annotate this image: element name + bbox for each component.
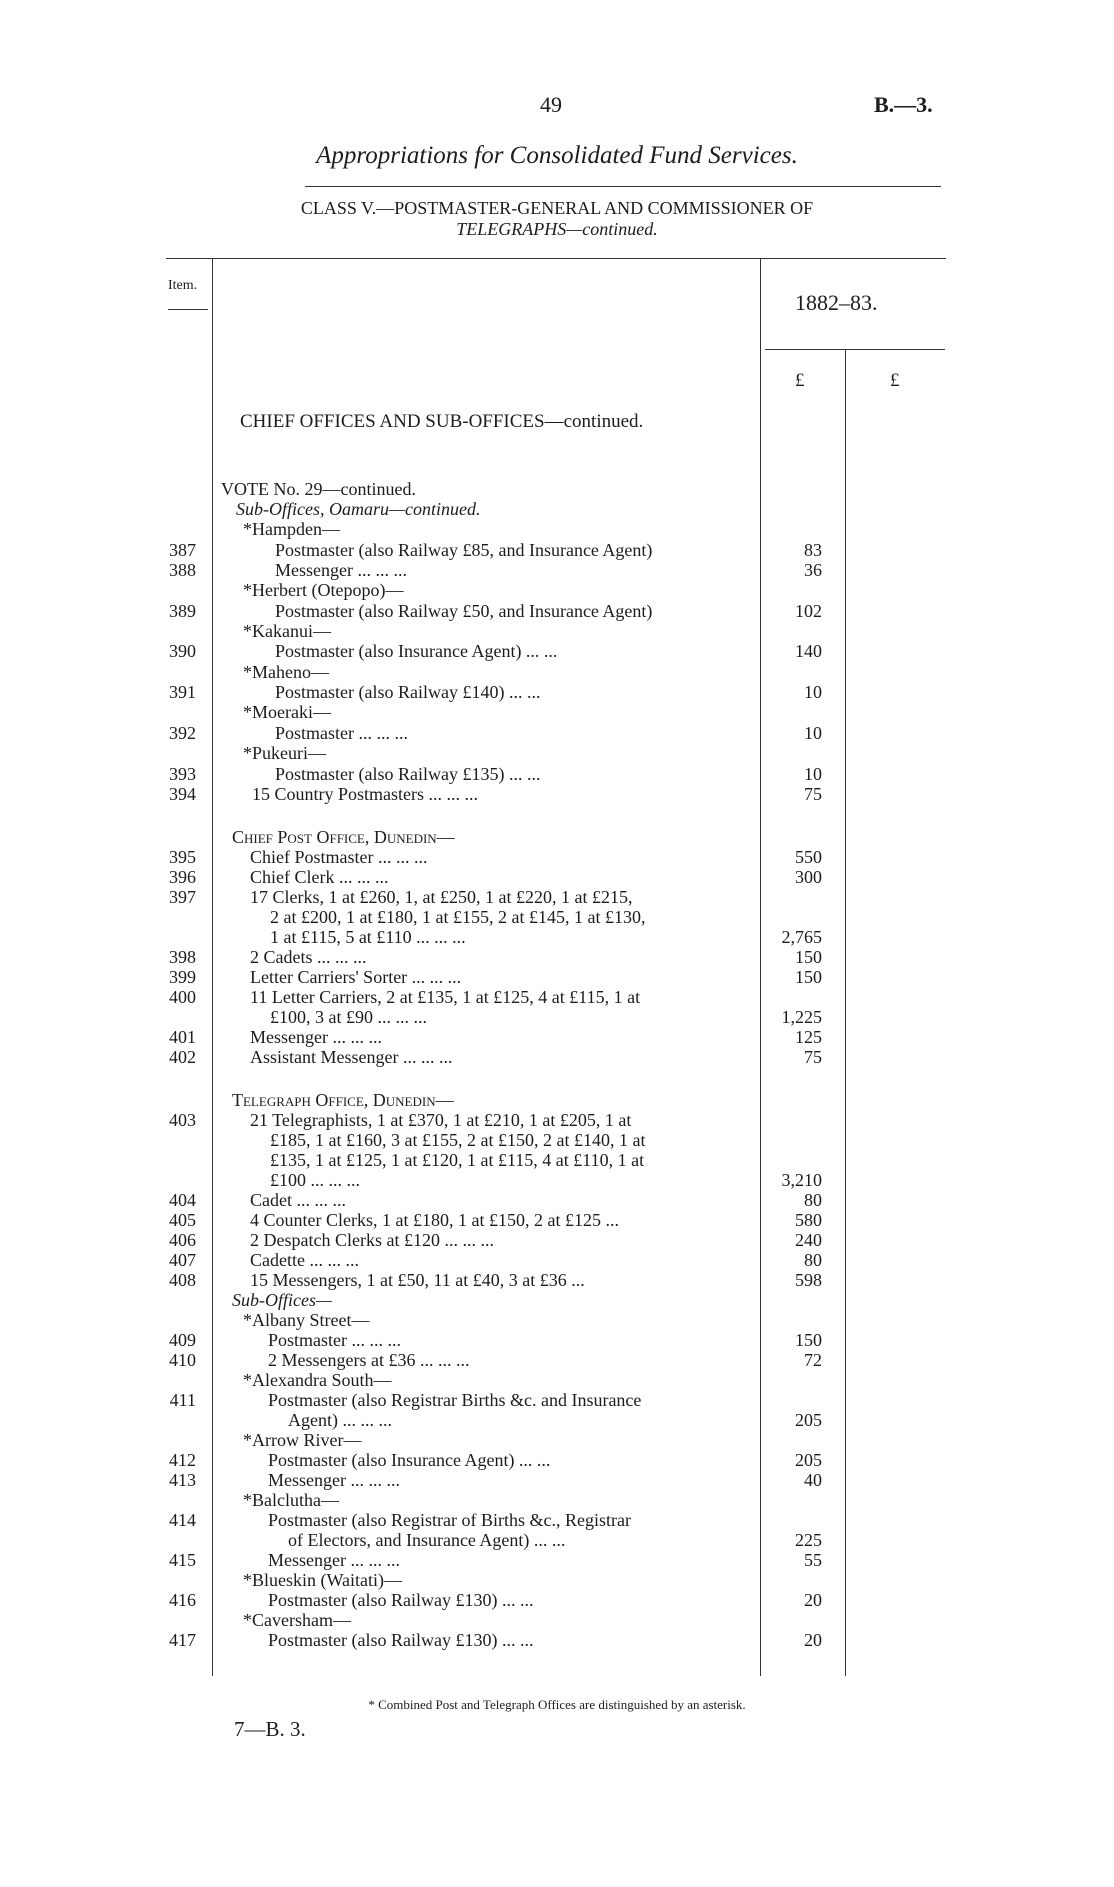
- table-row: [0, 702, 1114, 722]
- table-row: [0, 560, 1114, 580]
- item-description: *Kakanui—: [243, 621, 331, 641]
- item-number: 390: [169, 641, 196, 661]
- item-amount: 550: [795, 847, 822, 867]
- item-number: 388: [169, 560, 196, 580]
- item-description: Postmaster (also Railway £130) ... ...: [268, 1590, 534, 1610]
- item-amount: 55: [804, 1550, 822, 1570]
- table-row: [0, 1490, 1114, 1510]
- item-description: Postmaster (also Registrar of Births &c., Registrar: [268, 1510, 631, 1530]
- item-description: Messenger ... ... ...: [250, 1027, 382, 1047]
- title-rule: [305, 186, 941, 187]
- item-amount: 102: [795, 601, 822, 621]
- item-description: 1 at £115, 5 at £110 ... ... ...: [270, 927, 466, 947]
- table-row: [0, 580, 1114, 600]
- item-description: Postmaster (also Insurance Agent) ... ...: [275, 641, 558, 661]
- item-description: £135, 1 at £125, 1 at £120, 1 at £115, 4 at £110, 1 at: [270, 1150, 645, 1170]
- item-description: Cadette ... ... ...: [250, 1250, 359, 1270]
- item-description: Letter Carriers' Sorter ... ... ...: [250, 967, 462, 987]
- item-number: 408: [169, 1270, 196, 1290]
- item-amount: 75: [804, 1047, 822, 1067]
- table-row: [0, 1230, 1114, 1250]
- item-description: Postmaster (also Railway £85, and Insurance Agent): [275, 540, 653, 560]
- item-description: Postmaster (also Insurance Agent) ... ...: [268, 1450, 551, 1470]
- table-row: [0, 1170, 1114, 1190]
- item-number: 414: [169, 1510, 196, 1530]
- item-amount: 2,765: [781, 927, 822, 947]
- item-amount: 140: [795, 641, 822, 661]
- item-column-header: Item.: [168, 278, 198, 293]
- item-number: 396: [169, 867, 196, 887]
- item-description: Messenger ... ... ...: [268, 1550, 400, 1570]
- item-amount: 150: [795, 967, 822, 987]
- item-description: Chief Post Office, Dunedin—: [232, 827, 455, 847]
- table-row: [0, 641, 1114, 661]
- table-row: [0, 1047, 1114, 1067]
- item-amount: 10: [804, 723, 822, 743]
- item-description: *Caversham—: [243, 1610, 351, 1630]
- item-amount: 20: [804, 1590, 822, 1610]
- item-number: 404: [169, 1190, 196, 1210]
- item-amount: 3,210: [781, 1170, 822, 1190]
- table-row: [0, 784, 1114, 804]
- table-row: [0, 601, 1114, 621]
- item-description: Agent) ... ... ...: [288, 1410, 392, 1430]
- item-amount: 598: [795, 1270, 822, 1290]
- item-description: 2 Despatch Clerks at £120 ... ... ...: [250, 1230, 494, 1250]
- item-description: *Moeraki—: [243, 702, 331, 722]
- table-row: [0, 1190, 1114, 1210]
- item-amount: 10: [804, 764, 822, 784]
- item-amount: 75: [804, 784, 822, 804]
- item-number: 402: [169, 1047, 196, 1067]
- table-row: [0, 887, 1114, 907]
- item-number: 409: [169, 1330, 196, 1350]
- item-description: *Hampden—: [243, 519, 340, 539]
- table-row: [0, 1470, 1114, 1490]
- table-row: [0, 907, 1114, 927]
- table-row: [0, 1570, 1114, 1590]
- item-description: Chief Postmaster ... ... ...: [250, 847, 428, 867]
- class-heading-line-2: TELEGRAPHS—continued.: [456, 219, 658, 239]
- item-number: 410: [169, 1350, 196, 1370]
- item-description: of Electors, and Insurance Agent) ... ...: [288, 1530, 566, 1550]
- item-description: *Arrow River—: [243, 1430, 362, 1450]
- item-amount: 300: [795, 867, 822, 887]
- item-number: 406: [169, 1230, 196, 1250]
- class-heading-line-1: CLASS V.—POSTMASTER-GENERAL AND COMMISSIONER OF: [300, 198, 814, 218]
- table-row: [0, 1550, 1114, 1570]
- item-description: 11 Letter Carriers, 2 at £135, 1 at £125, 4 at £115, 1 at: [250, 987, 641, 1007]
- item-description: Sub-Offices—: [232, 1290, 332, 1310]
- item-description: Assistant Messenger ... ... ...: [250, 1047, 453, 1067]
- item-description: 15 Messengers, 1 at £50, 11 at £40, 3 at £36 ...: [250, 1270, 585, 1290]
- pound-symbol-col2: £: [890, 370, 900, 391]
- item-amount: 150: [795, 1330, 822, 1350]
- item-description: 4 Counter Clerks, 1 at £180, 1 at £150, 2 at £125 ...: [250, 1210, 619, 1230]
- table-row: [0, 1410, 1114, 1430]
- item-amount: 125: [795, 1027, 822, 1047]
- table-row: [0, 1150, 1114, 1170]
- pound-symbol-col1: £: [795, 370, 805, 391]
- table-row: [0, 1350, 1114, 1370]
- item-number: 399: [169, 967, 196, 987]
- item-description: £185, 1 at £160, 3 at £155, 2 at £150, 2 at £140, 1 at: [270, 1130, 646, 1150]
- table-row: [0, 1530, 1114, 1550]
- item-amount: 240: [795, 1230, 822, 1250]
- table-row: [0, 1090, 1114, 1110]
- item-amount: 1,225: [781, 1007, 822, 1027]
- item-amount: 225: [795, 1530, 822, 1550]
- table-row: [0, 1310, 1114, 1330]
- document-reference: B.—3.: [874, 92, 933, 117]
- item-description: Postmaster (also Registrar Births &c. and Insurance: [268, 1390, 642, 1410]
- item-number: 411: [169, 1390, 196, 1410]
- item-amount: 72: [804, 1350, 822, 1370]
- item-description: Chief Clerk ... ... ...: [250, 867, 389, 887]
- item-description: *Herbert (Otepopo)—: [243, 580, 404, 600]
- item-description: Telegraph Office, Dunedin—: [232, 1090, 454, 1110]
- item-number: 415: [169, 1550, 196, 1570]
- item-number: 403: [169, 1110, 196, 1130]
- item-number: 387: [169, 540, 196, 560]
- item-number: 391: [169, 682, 196, 702]
- table-row: [0, 967, 1114, 987]
- table-row: [0, 1130, 1114, 1150]
- item-description: Postmaster (also Railway £140) ... ...: [275, 682, 541, 702]
- item-description: Messenger ... ... ...: [275, 560, 407, 580]
- table-row: [0, 867, 1114, 887]
- table-row: [0, 764, 1114, 784]
- table-row: [0, 1027, 1114, 1047]
- table-row: [0, 1270, 1114, 1290]
- item-description: Postmaster (also Railway £50, and Insurance Agent): [275, 601, 653, 621]
- footnote: * Combined Post and Telegraph Offices are distinguished by an asterisk.: [368, 1697, 746, 1712]
- table-row: [0, 743, 1114, 763]
- table-row: [0, 827, 1114, 847]
- item-number: 416: [169, 1590, 196, 1610]
- table-row: [0, 540, 1114, 560]
- table-row: [0, 499, 1114, 519]
- table-top-rule: [166, 258, 946, 259]
- item-amount: 10: [804, 682, 822, 702]
- table-row: [0, 1590, 1114, 1610]
- item-number: 393: [169, 764, 196, 784]
- item-description: *Alexandra South—: [243, 1370, 392, 1390]
- item-amount: 205: [795, 1410, 822, 1430]
- item-description: *Pukeuri—: [243, 743, 326, 763]
- table-row: [0, 1450, 1114, 1470]
- item-amount: 580: [795, 1210, 822, 1230]
- table-row: [0, 947, 1114, 967]
- item-description: 21 Telegraphists, 1 at £370, 1 at £210, 1 at £205, 1 at: [250, 1110, 632, 1130]
- table-row: [0, 723, 1114, 743]
- table-row: [0, 662, 1114, 682]
- item-number: 412: [169, 1450, 196, 1470]
- item-description: VOTE No. 29—continued.: [221, 479, 416, 499]
- item-number: 389: [169, 601, 196, 621]
- item-description: 2 Cadets ... ... ...: [250, 947, 367, 967]
- item-number: 392: [169, 723, 196, 743]
- item-description: 2 at £200, 1 at £180, 1 at £155, 2 at £145, 1 at £130,: [270, 907, 646, 927]
- item-number: 395: [169, 847, 196, 867]
- item-number: 417: [169, 1630, 196, 1650]
- item-description: Postmaster (also Railway £135) ... ...: [275, 764, 541, 784]
- item-description: £100 ... ... ...: [270, 1170, 360, 1190]
- page-title: Appropriations for Consolidated Fund Services.: [316, 142, 798, 169]
- table-row: [0, 1610, 1114, 1630]
- table-row: [0, 479, 1114, 499]
- item-number: 405: [169, 1210, 196, 1230]
- item-amount: 20: [804, 1630, 822, 1650]
- year-header: 1882–83.: [795, 290, 878, 315]
- table-row: [0, 1630, 1114, 1650]
- item-description: Postmaster ... ... ...: [275, 723, 408, 743]
- table-row: [0, 682, 1114, 702]
- page-number: 49: [540, 92, 562, 117]
- item-amount: 150: [795, 947, 822, 967]
- item-header-underline: [168, 309, 208, 310]
- item-description: Postmaster ... ... ...: [268, 1330, 401, 1350]
- table-row: [0, 1210, 1114, 1230]
- class-heading: [0, 198, 1114, 240]
- item-amount: 83: [804, 540, 822, 560]
- table-row: [0, 1250, 1114, 1270]
- table-row: [0, 987, 1114, 1007]
- item-description: *Maheno—: [243, 662, 329, 682]
- item-number: 394: [169, 784, 196, 804]
- table-row: [0, 1330, 1114, 1350]
- item-description: Cadet ... ... ...: [250, 1190, 346, 1210]
- item-description: 17 Clerks, 1 at £260, 1, at £250, 1 at £220, 1 at £215,: [250, 887, 633, 907]
- table-row: [0, 1290, 1114, 1310]
- item-description: Postmaster (also Railway £130) ... ...: [268, 1630, 534, 1650]
- item-amount: 80: [804, 1190, 822, 1210]
- table-row: [0, 1007, 1114, 1027]
- item-number: 400: [169, 987, 196, 1007]
- item-description: *Balclutha—: [243, 1490, 339, 1510]
- item-description: 2 Messengers at £36 ... ... ...: [268, 1350, 470, 1370]
- item-amount: 205: [795, 1450, 822, 1470]
- year-rule: [765, 349, 945, 350]
- signature-reference: 7—B. 3.: [234, 1717, 306, 1741]
- item-description: 15 Country Postmasters ... ... ...: [252, 784, 479, 804]
- table-row: [0, 1510, 1114, 1530]
- item-amount: 36: [804, 560, 822, 580]
- section-heading: CHIEF OFFICES AND SUB-OFFICES—continued.: [240, 411, 644, 432]
- item-number: 397: [169, 887, 196, 907]
- item-description: Messenger ... ... ...: [268, 1470, 400, 1490]
- table-row: [0, 621, 1114, 641]
- item-description: £100, 3 at £90 ... ... ...: [270, 1007, 427, 1027]
- table-row: [0, 927, 1114, 947]
- table-row: [0, 1390, 1114, 1410]
- item-number: 398: [169, 947, 196, 967]
- table-row: [0, 847, 1114, 867]
- item-description: *Albany Street—: [243, 1310, 370, 1330]
- item-description: Sub-Offices, Oamaru—continued.: [236, 499, 481, 519]
- table-row: [0, 1430, 1114, 1450]
- table-row: [0, 1110, 1114, 1130]
- item-amount: 40: [804, 1470, 822, 1490]
- item-description: *Blueskin (Waitati)—: [243, 1570, 403, 1590]
- table-row: [0, 519, 1114, 539]
- item-number: 413: [169, 1470, 196, 1490]
- item-amount: 80: [804, 1250, 822, 1270]
- item-number: 401: [169, 1027, 196, 1047]
- item-number: 407: [169, 1250, 196, 1270]
- table-row: [0, 1370, 1114, 1390]
